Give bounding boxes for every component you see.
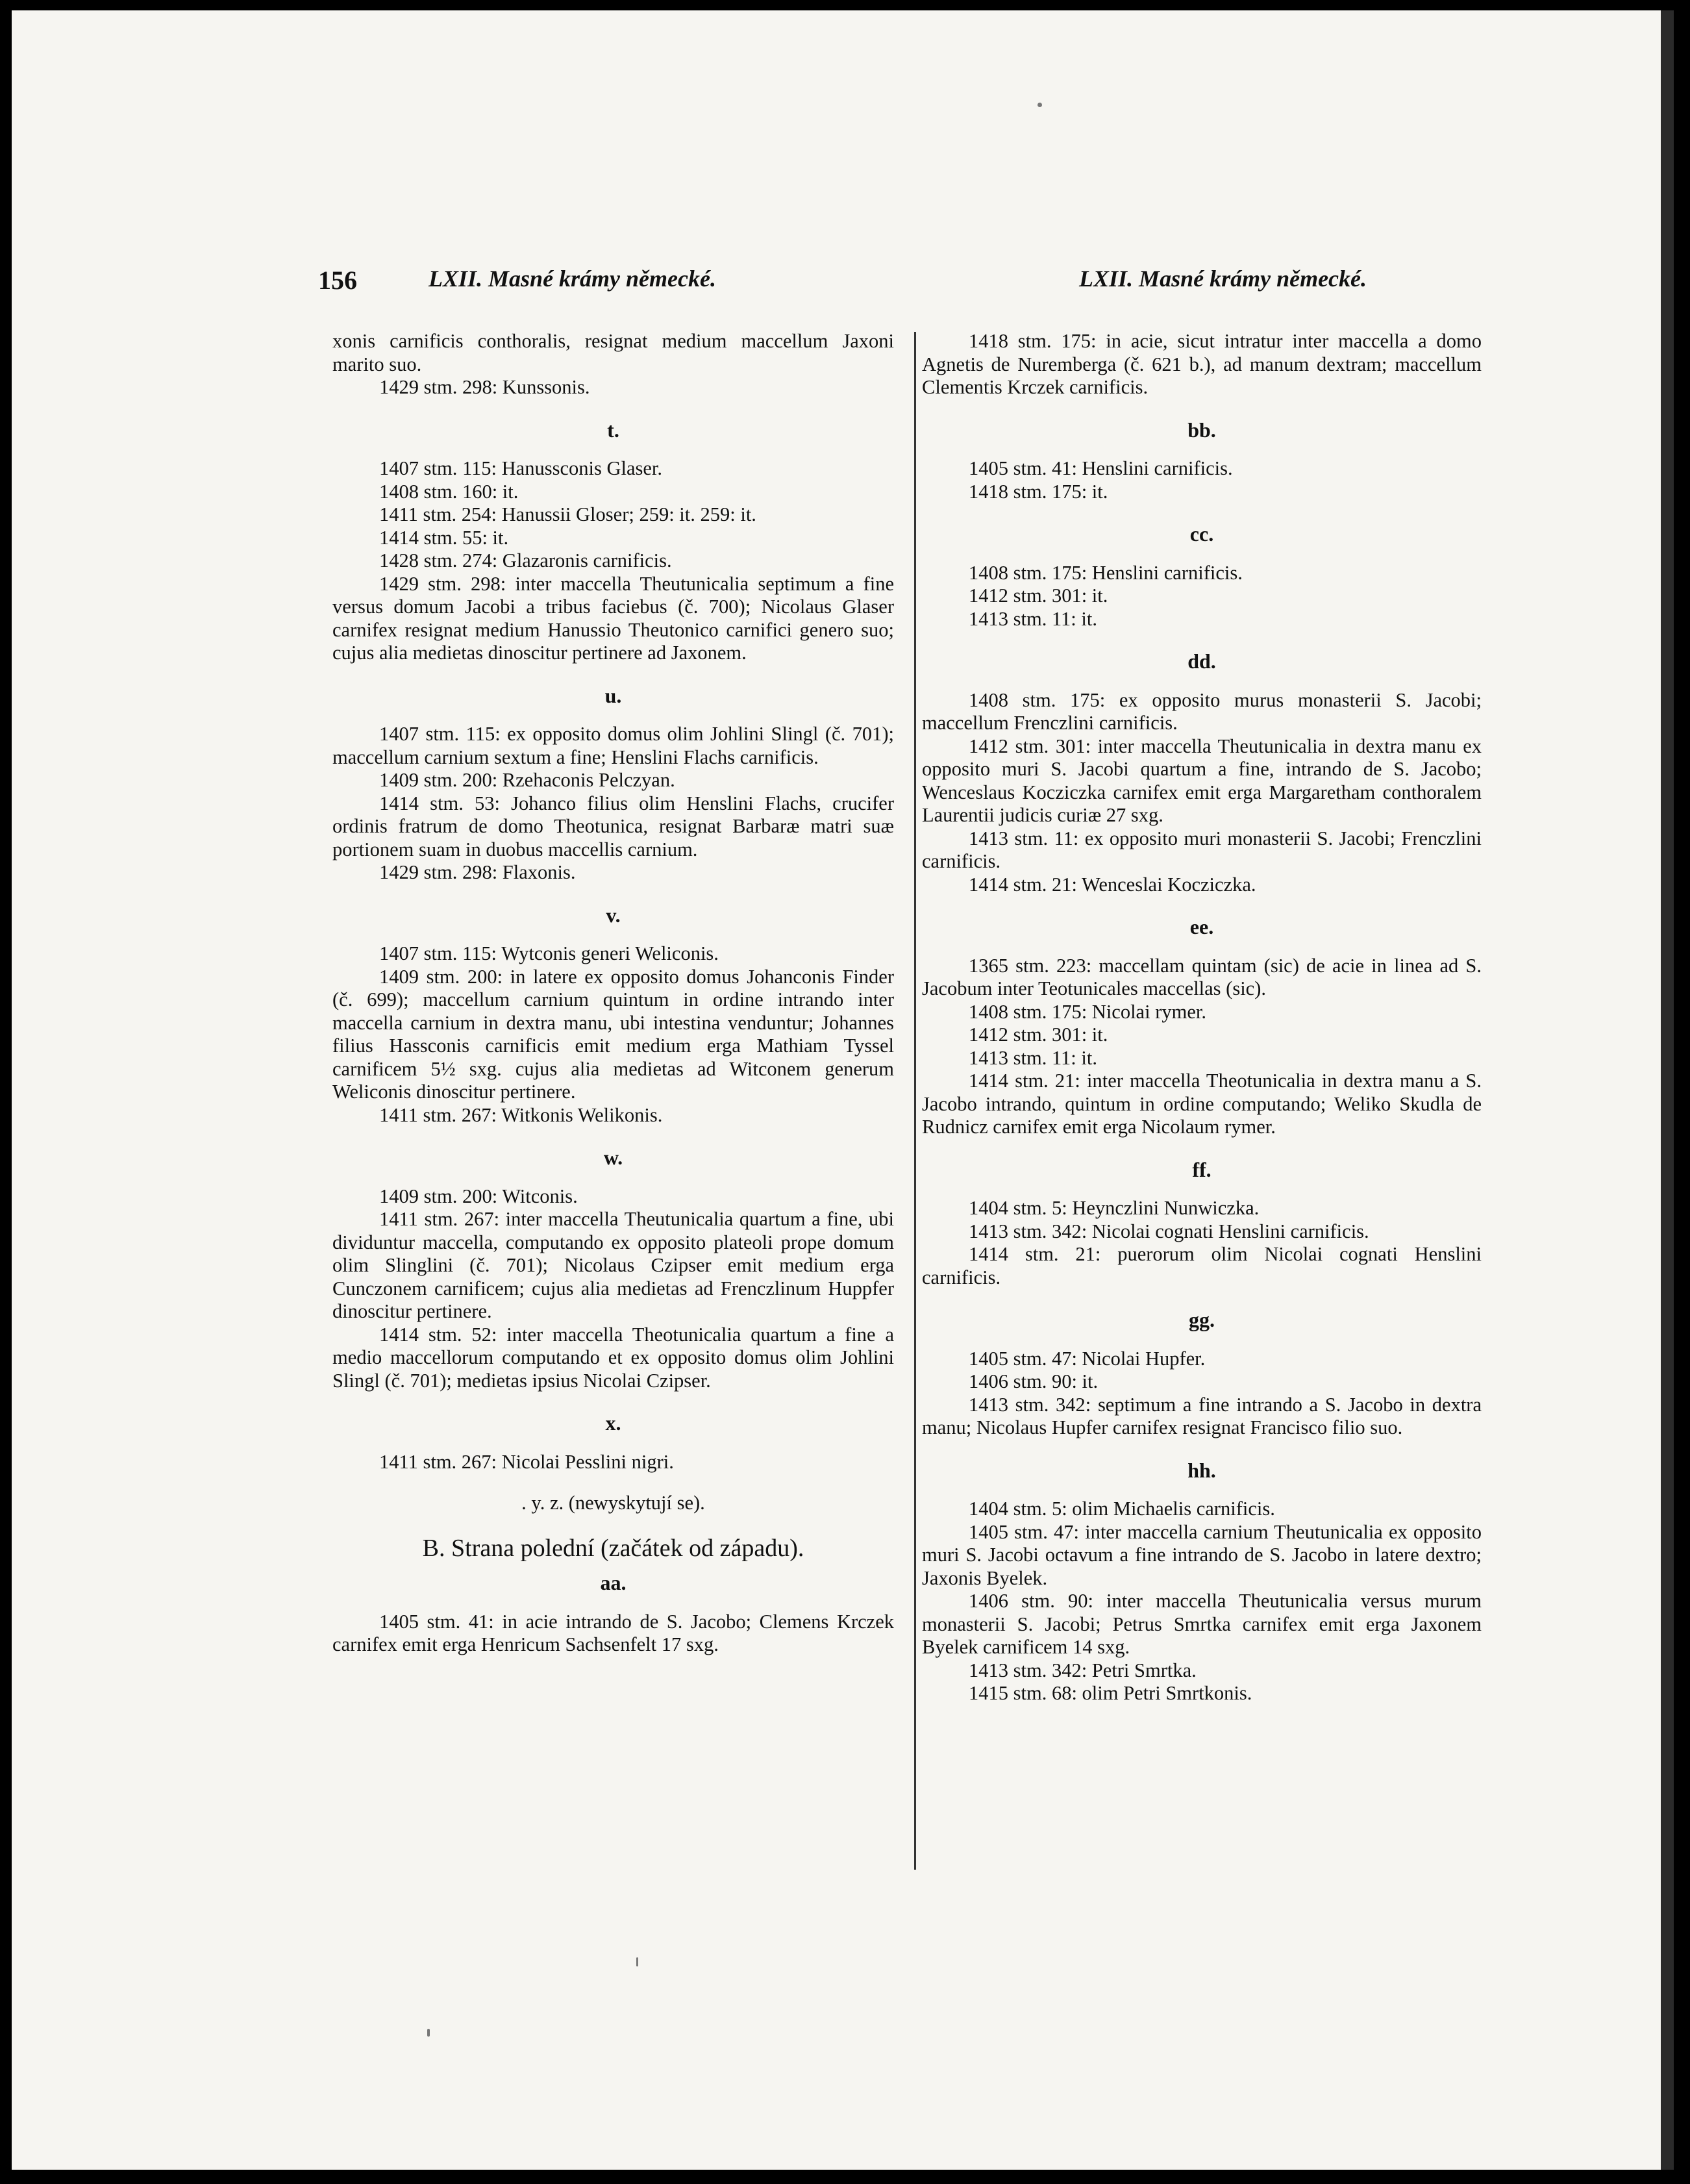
section-b-heading: B. Strana polední (začátek od západu). bbox=[422, 1534, 804, 1562]
running-title-left: LXII. Masné krámy německé. bbox=[429, 266, 716, 292]
entry: 1414 stm. 21: inter maccella Theotunicalia in dextra manu a S. Jacobo intrando, quintum in ordine computando; Weliko Skudla de Rudnicz carnifex emit erga Nicolaum rymer. bbox=[922, 1070, 1482, 1138]
book-page bbox=[12, 10, 1661, 2170]
entry: 1408 stm. 160: it. bbox=[379, 480, 519, 503]
entry: 1405 stm. 47: inter maccella carnium Theutunicalia ex opposito muri S. Jacobi octavum a fine intrando de S. Jacobo in latere dextro; Jaxonis Byelek. bbox=[922, 1520, 1482, 1589]
entry: 1413 stm. 342: septimum a fine intrando a S. Jacobo in dextra manu; Nicolaus Hupfer carnifex resignat Francisco filio suo. bbox=[922, 1393, 1482, 1438]
entry: 1414 stm. 53: Johanco filius olim Henslini Flachs, crucifer ordinis fratrum de domo Theotunica, resignat Barbaræ matri suæ portionem suam in duobus maccellis carnium. bbox=[332, 792, 894, 860]
running-header bbox=[318, 265, 1367, 304]
section-heading-cc: cc. bbox=[1189, 522, 1214, 546]
entry: 1406 stm. 90: inter maccella Theutunicalia versus murum monasterii S. Jacobi; Petrus Smrtka carnifex emit erga Jaxonem Byelek carnificem 14 sxg. bbox=[922, 1590, 1482, 1658]
entry: 1414 stm. 52: inter maccella Theotunicalia quartum a fine a medio maccellorum computando et ex opposito domus olim Johlini Slingl (č. 701); medietas ipsius Nicolai Czipser. bbox=[332, 1323, 894, 1392]
left-column bbox=[332, 330, 894, 1657]
entry: 1411 stm. 254: Hanussii Gloser; 259: it. 259: it. bbox=[379, 503, 756, 525]
entry-continuation: xonis carnificis conthoralis, resignat medium maccellum Jaxoni marito suo. bbox=[332, 330, 894, 375]
section-heading-gg: gg. bbox=[1189, 1308, 1215, 1331]
entry: 1413 stm. 342: Nicolai cognati Henslini carnificis. bbox=[969, 1220, 1369, 1242]
entry: 1428 stm. 274: Glazaronis carnificis. bbox=[379, 549, 672, 571]
section-heading-v: v. bbox=[606, 903, 621, 927]
entry: 1418 stm. 175: in acie, sicut intratur inter maccella a domo Agnetis de Nuremberga (č. 621 b.), ad manum dextram; maccellum Clementis Krczek carnificis. bbox=[922, 330, 1482, 398]
entry: 1407 stm. 115: Wytconis generi Weliconis. bbox=[379, 942, 719, 964]
ink-speck bbox=[1038, 103, 1042, 107]
scan-border bbox=[1674, 10, 1690, 2170]
entry: 1404 stm. 5: olim Michaelis carnificis. bbox=[969, 1498, 1275, 1520]
entry: 1429 stm. 298: Kunssonis. bbox=[379, 376, 590, 398]
yz-note: . y. z. (newyskytují se). bbox=[521, 1492, 705, 1514]
section-heading-dd: dd. bbox=[1187, 649, 1216, 673]
column-divider bbox=[914, 332, 916, 1870]
section-heading-ff: ff. bbox=[1192, 1157, 1212, 1181]
entry: 1412 stm. 301: it. bbox=[969, 1023, 1108, 1046]
entry: 1411 stm. 267: Nicolai Pesslini nigri. bbox=[379, 1450, 674, 1473]
entry: 1412 stm. 301: it. bbox=[969, 584, 1108, 607]
entry: 1405 stm. 41: Henslini carnificis. bbox=[969, 457, 1233, 479]
entry: 1418 stm. 175: it. bbox=[969, 480, 1108, 503]
entry: 1414 stm. 21: Wenceslai Kocziczka. bbox=[969, 873, 1256, 896]
ink-speck bbox=[427, 2029, 430, 2037]
running-title-right: LXII. Masné krámy německé. bbox=[1079, 266, 1367, 292]
entry: 1414 stm. 21: puerorum olim Nicolai cognati Henslini carnificis. bbox=[922, 1243, 1482, 1288]
entry: 1405 stm. 41: in acie intrando de S. Jacobo; Clemens Krczek carnifex emit erga Henricum Sachsenfelt 17 sxg. bbox=[332, 1610, 894, 1655]
entry: 1413 stm. 342: Petri Smrtka. bbox=[969, 1659, 1197, 1681]
entry: 1408 stm. 175: ex opposito murus monasterii S. Jacobi; maccellum Frenczlini carnificis. bbox=[922, 688, 1482, 734]
entry: 1409 stm. 200: in latere ex opposito domus Johanconis Finder (č. 699); maccellum carnium quintum in ordine intrando inter maccella carnium in dextra manu, ubi intestina venduntur; Johannes filius Hassconis carnificis emit medium erga Mathiam Tyssel carnificem 5½ sxg. cujus alia medietas ad Witconem generum Weliconis dinoscitur pertinere. bbox=[332, 965, 894, 1103]
entry: 1412 stm. 301: inter maccella Theutunicalia in dextra manu ex opposito muri S. Jacobi quartum a fine, intrando de S. Jacobo; Wenceslaus Kocziczka carnifex emit erga Margaretham conthoralem Laurentii judicis curiæ 27 sxg. bbox=[922, 734, 1482, 826]
entry: 1406 stm. 90: it. bbox=[969, 1370, 1099, 1392]
entry: 1409 stm. 200: Witconis. bbox=[379, 1185, 578, 1207]
entry: 1411 stm. 267: Witkonis Welikonis. bbox=[379, 1103, 663, 1126]
entry: 1408 stm. 175: Nicolai rymer. bbox=[969, 1000, 1206, 1023]
entry: 1365 stm. 223: maccellam quintam (sic) de acie in linea ad S. Jacobum inter Teotunicales maccellas (sic). bbox=[922, 954, 1482, 999]
entry: 1413 stm. 11: it. bbox=[969, 607, 1097, 630]
section-heading-u: u. bbox=[604, 683, 622, 707]
ink-speck bbox=[636, 1957, 638, 1966]
entry: 1409 stm. 200: Rzehaconis Pelczyan. bbox=[379, 769, 675, 791]
entry: 1411 stm. 267: inter maccella Theutunicalia quartum a fine, ubi dividuntur maccella, computando ex opposito plateoli prope domum olim Slinglini (č. 701); Nicolaus Czipser emit medium erga Cunczonem carnificem; cujus alia medietas ad Frenczlinum Huppfer dinoscitur pertinere. bbox=[332, 1208, 894, 1322]
entry: 1407 stm. 115: ex opposito domus olim Johlini Slingl (č. 701); maccellum carnium sextum a fine; Henslini Flachs carnificis. bbox=[332, 723, 894, 768]
section-heading-ee: ee. bbox=[1189, 915, 1214, 938]
section-heading-t: t. bbox=[607, 418, 619, 442]
entry: 1429 stm. 298: inter maccella Theutunicalia septimum a fine versus domum Jacobi a tribus faciebus (č. 700); Nicolaus Glaser carnifex resignat medium Hanussio Theutonico carnifici genero suo; cujus alia medietas dinoscitur pertinere ad Jaxonem. bbox=[332, 572, 894, 664]
page-edge-shadow bbox=[1661, 10, 1674, 2170]
entry: 1405 stm. 47: Nicolai Hupfer. bbox=[969, 1347, 1206, 1370]
entry: 1429 stm. 298: Flaxonis. bbox=[379, 861, 576, 883]
section-heading-hh: hh. bbox=[1187, 1458, 1216, 1482]
entry: 1404 stm. 5: Heynczlini Nunwiczka. bbox=[969, 1197, 1260, 1219]
entry: 1413 stm. 11: it. bbox=[969, 1046, 1097, 1069]
right-column bbox=[922, 330, 1482, 1705]
page-number: 156 bbox=[318, 266, 357, 295]
entry: 1407 stm. 115: Hanussconis Glaser. bbox=[379, 457, 663, 479]
entry: 1414 stm. 55: it. bbox=[379, 526, 509, 549]
entry: 1408 stm. 175: Henslini carnificis. bbox=[969, 561, 1243, 584]
section-heading-x: x. bbox=[605, 1411, 621, 1435]
entry: 1415 stm. 68: olim Petri Smrtkonis. bbox=[969, 1682, 1252, 1704]
section-heading-bb: bb. bbox=[1187, 418, 1216, 442]
section-heading-w: w. bbox=[603, 1146, 623, 1169]
section-heading-aa: aa. bbox=[600, 1571, 627, 1594]
entry: 1413 stm. 11: ex opposito muri monasterii S. Jacobi; Frenczlini carnificis. bbox=[922, 827, 1482, 872]
